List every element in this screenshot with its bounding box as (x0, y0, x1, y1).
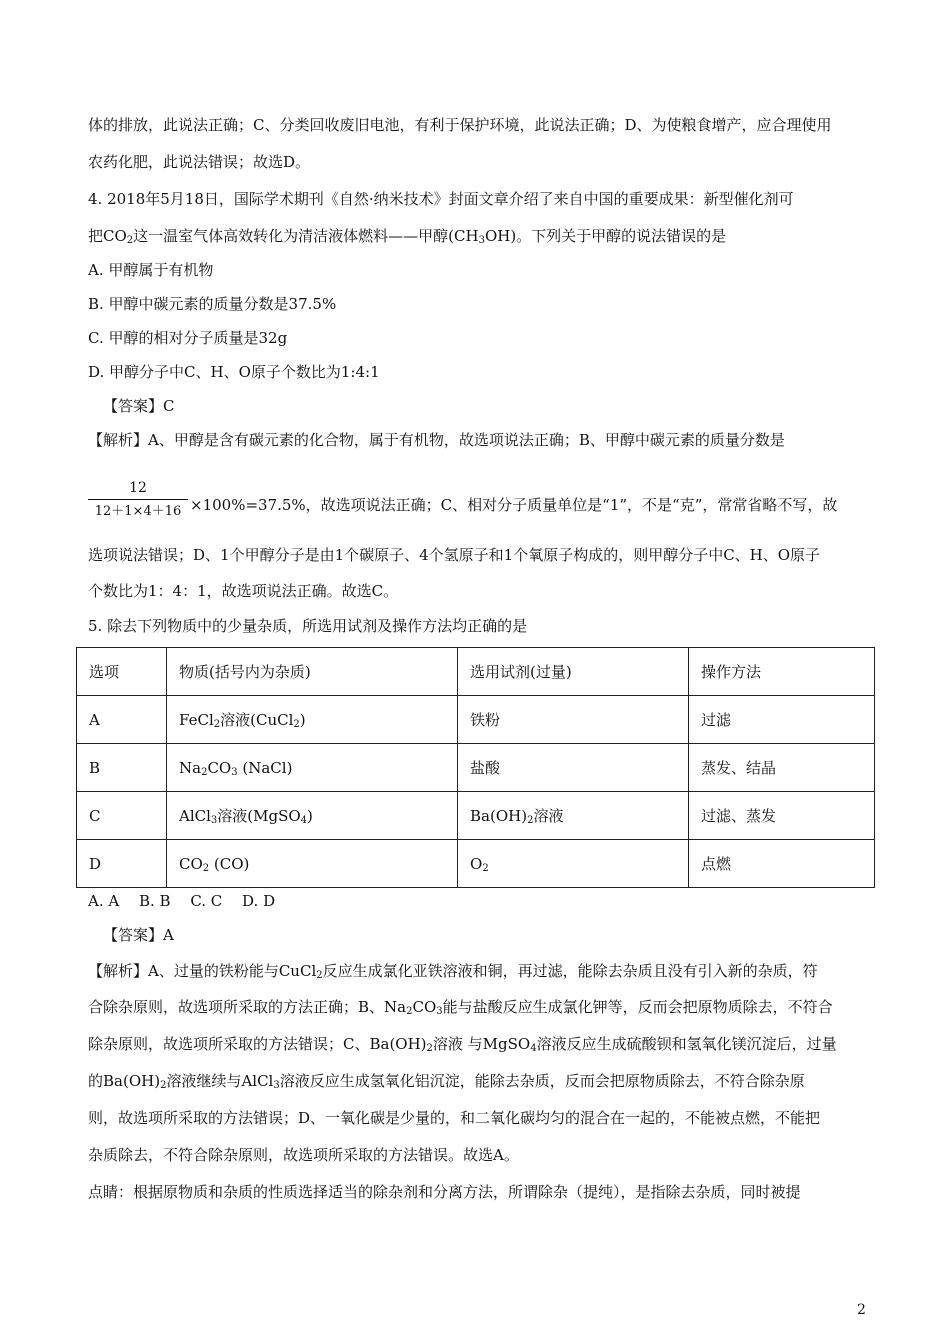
table-cell: $Ba(OH)_2$溶液 (458, 792, 689, 840)
text-line: 体的排放，此说法正确；C、分类回收废旧电池，有利于保护环境，此说法正确；D、为使粮食增产，应合理使用 (88, 116, 832, 134)
table-cell: 铁粉 (458, 696, 689, 744)
option-b: B. 甲醇中碳元素的质量分数是37.5% (88, 295, 337, 313)
table-cell: $O_2$ (458, 840, 689, 888)
page-number: 2 (857, 1302, 866, 1318)
table-row (77, 696, 875, 744)
impurity-removal-table (76, 647, 875, 888)
explanation-line: 合除杂原则，故选项所采取的方法正确；B、$Na_2CO_3$能与盐酸反应生成氯化钾等，反而会把原物质除去，不符合 (88, 998, 833, 1017)
table-cell: FeCl$_2$溶液(CuCl$_2$) (167, 696, 458, 744)
explanation-line: 则，故选项所采取的方法错误；D、一氧化碳是少量的，和二氧化碳均匀的混合在一起的，不能被点燃，不能把 (88, 1109, 821, 1127)
table-cell: A (77, 696, 167, 744)
fraction-bar (88, 499, 188, 500)
question-5-choices: A. A B. B C. C D. D (88, 892, 276, 910)
question-4-stem: 4. 2018年5月18日，国际学术期刊《自然·纳米技术》封面文章介绍了来自中国的重要成果：新型催化剂可 (88, 190, 794, 208)
answer-label: 【答案】A (103, 926, 174, 944)
option-c: C. 甲醇的相对分子质量是32g (88, 329, 288, 347)
explanation-line: 除杂原则，故选项所采取的方法错误；C、$Ba(OH)_2$溶液 与MgSO$_4$溶液反应生成硫酸钡和氢氧化镁沉淀后，过量 (88, 1035, 837, 1054)
explanation-line: 杂质除去，不符合除杂原则，故选项所采取的方法错误。故选A。 (88, 1146, 519, 1164)
fraction-numerator: 12 (129, 480, 147, 496)
fraction-denominator: 12＋1×4＋16 (94, 504, 182, 519)
question-5-stem: 5. 除去下列物质中的少量杂质，所选用试剂及操作方法均正确的是 (88, 617, 528, 635)
explanation-line: 的$Ba(OH)_2$溶液继续与AlCl$_3$溶液反应生成氢氧化铝沉淀，能除去杂质，反而会把原物质除去，不符合除杂原 (88, 1072, 805, 1091)
table-cell: AlCl$_3$溶液(MgSO$_4$) (167, 792, 458, 840)
option-a: A. 甲醇属于有机物 (88, 261, 214, 279)
table-row (77, 744, 875, 792)
tip-line: 点睛：根据原物质和杂质的性质选择适当的除杂剂和分离方法，所谓除杂（提纯），是指除去杂质，同时被提 (88, 1183, 801, 1201)
table-cell: $CO_2$ (CO) (167, 840, 458, 888)
table-cell: 过滤 (689, 696, 875, 744)
answer-label: 【答案】C (103, 397, 175, 415)
header-cell: 选用试剂(过量) (458, 648, 689, 696)
table-cell: 蒸发、结晶 (689, 744, 875, 792)
table-cell: 点燃 (689, 840, 875, 888)
table-row (77, 792, 875, 840)
explanation-line: 个数比为1：4：1，故选项说法正确。故选C。 (88, 582, 399, 600)
table-row (77, 840, 875, 888)
option-d: D. 甲醇分子中C、H、O原子个数比为1:4:1 (88, 363, 380, 381)
table-cell: 过滤、蒸发 (689, 792, 875, 840)
table-cell: $Na_2CO_3$ (NaCl) (167, 744, 458, 792)
table-cell: D (77, 840, 167, 888)
table-cell: 盐酸 (458, 744, 689, 792)
header-cell: 操作方法 (689, 648, 875, 696)
explanation-line: 选项说法错误；D、1个甲醇分子是由1个碳原子、4个氢原子和1个氧原子构成的，则甲醇分子中C、H、O原子 (88, 546, 821, 564)
text-line: 农药化肥，此说法错误；故选D。 (88, 153, 311, 171)
header-cell: 物质(括号内为杂质) (167, 648, 458, 696)
explanation-line: ×100%=37.5%，故选项说法正确；C、相对分子质量单位是“1”，不是“克”，常常省略不写，故 (190, 496, 838, 514)
table-cell: B (77, 744, 167, 792)
table-cell: C (77, 792, 167, 840)
explanation-line: 【解析】A、甲醇是含有碳元素的化合物，属于有机物，故选项说法正确；B、甲醇中碳元素的质量分数是 (88, 431, 785, 449)
explanation-line: 【解析】A、过量的铁粉能与CuCl$_2$反应生成氯化亚铁溶液和铜，再过滤，能除去杂质且没有引入新的杂质，符 (88, 962, 818, 981)
header-cell: 选项 (77, 648, 167, 696)
table-header-row (77, 648, 875, 696)
question-4-stem-cont: 把$CO_2$这一温室气体高效转化为清洁液体燃料——甲醇$(CH_3OH)$。下列关于甲醇的说法错误的是 (88, 227, 727, 246)
mass-fraction-formula (88, 480, 188, 520)
